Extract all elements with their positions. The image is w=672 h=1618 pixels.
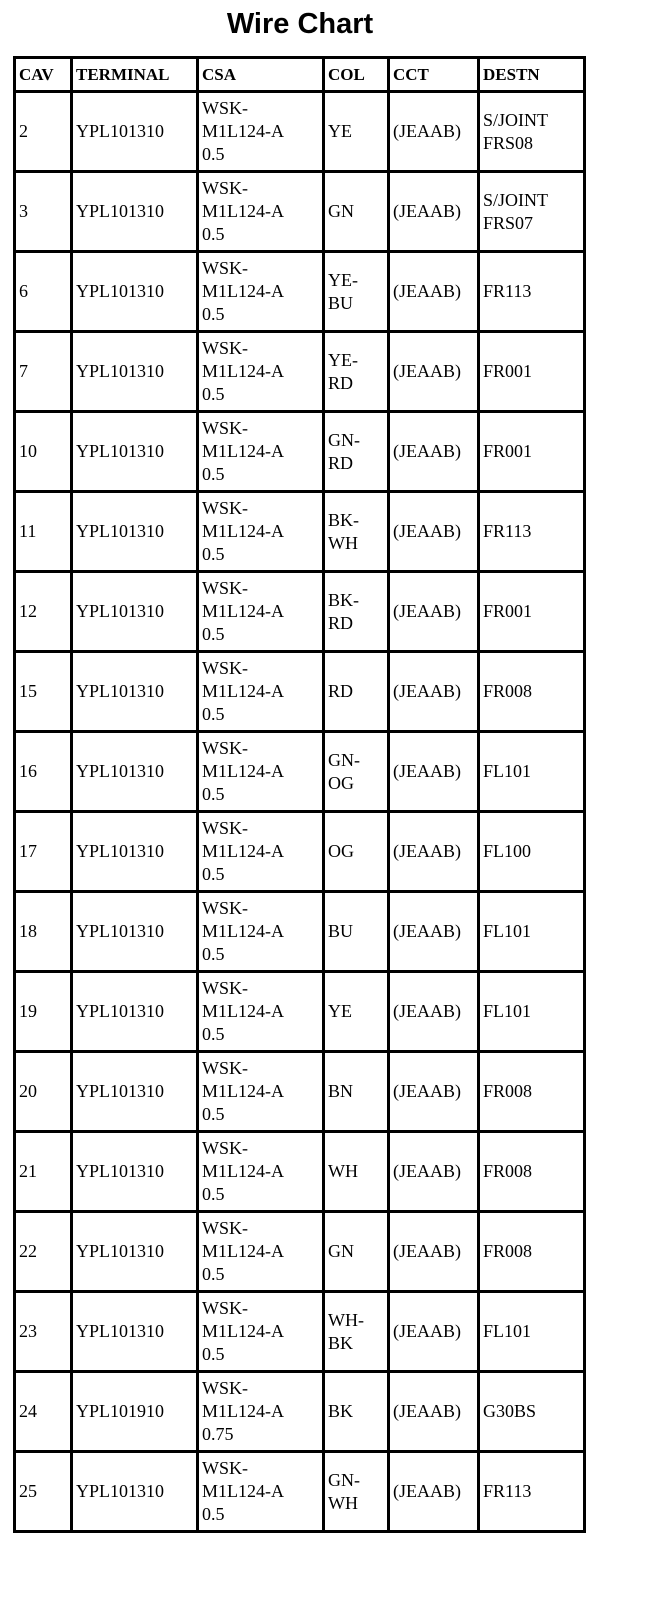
destn-cell-line: FL101 [483,921,532,941]
csa-cell [199,893,325,973]
col-cell [325,1053,390,1133]
column-header-cct: CCT [390,59,480,93]
col-cell [325,493,390,573]
csa-cell-line: 0.5 [202,864,225,884]
csa-cell-line: M1L124-A [202,1081,284,1101]
col-cell-line: GN [328,201,354,221]
cct-cell: (JEAAB) [390,1213,480,1293]
terminal-cell: YPL101310 [73,1213,199,1293]
col-cell-line: YE [328,121,352,141]
destn-cell-line: FR001 [483,601,533,621]
csa-cell-line: WSK- [202,578,248,598]
table-row [16,1293,586,1373]
csa-cell-line: WSK- [202,258,248,278]
terminal-cell: YPL101310 [73,1133,199,1213]
csa-cell [199,573,325,653]
col-cell [325,253,390,333]
col-cell-line: GN [328,1241,354,1261]
header-row [16,59,586,93]
destn-cell-line: FR008 [483,1161,533,1181]
terminal-cell: YPL101310 [73,173,199,253]
terminal-cell: YPL101910 [73,1373,199,1453]
csa-cell-line: M1L124-A [202,441,284,461]
csa-cell-line: M1L124-A [202,921,284,941]
terminal-cell: YPL101310 [73,813,199,893]
table-header [16,59,586,93]
destn-cell-line: FL101 [483,1001,532,1021]
csa-cell [199,1133,325,1213]
cct-cell: (JEAAB) [390,1133,480,1213]
table-row [16,813,586,893]
destn-cell-line: S/JOINT [483,189,549,210]
col-cell [325,1453,390,1533]
cct-cell: (JEAAB) [390,93,480,173]
cct-cell: (JEAAB) [390,653,480,733]
destn-cell [480,413,586,493]
terminal-cell: YPL101310 [73,333,199,413]
terminal-cell: YPL101310 [73,1053,199,1133]
csa-cell-line: 0.5 [202,784,225,804]
table-row [16,493,586,573]
col-cell-line: BK [328,1332,354,1353]
col-cell-line: OG [328,772,354,793]
col-cell-line: BK [328,1401,354,1421]
destn-cell-line: FL101 [483,1321,532,1341]
cct-cell: (JEAAB) [390,733,480,813]
csa-cell [199,1213,325,1293]
wire-chart-table [13,56,586,1533]
destn-cell [480,893,586,973]
col-cell-line: BU [328,921,354,941]
csa-cell-line: 0.5 [202,1344,225,1364]
destn-cell [480,1213,586,1293]
csa-cell-line: M1L124-A [202,1481,284,1501]
cav-cell: 12 [16,573,73,653]
table-row [16,733,586,813]
csa-cell [199,653,325,733]
cct-cell: (JEAAB) [390,573,480,653]
col-cell-line: BK- [328,589,359,610]
col-cell [325,1133,390,1213]
col-cell-line: RD [328,372,354,393]
destn-cell-line: FR113 [483,1481,532,1501]
destn-cell [480,1373,586,1453]
csa-cell [199,1373,325,1453]
col-cell-line: YE- [328,349,358,370]
csa-cell [199,173,325,253]
csa-cell-line: WSK- [202,738,248,758]
csa-cell-line: M1L124-A [202,1241,284,1261]
csa-cell [199,413,325,493]
col-cell-line: RD [328,612,354,633]
cct-cell: (JEAAB) [390,173,480,253]
cav-cell: 17 [16,813,73,893]
csa-cell-line: 0.5 [202,1504,225,1524]
table-row [16,1213,586,1293]
destn-cell [480,573,586,653]
col-cell-line: BU [328,292,354,313]
col-cell [325,413,390,493]
csa-cell-line: WSK- [202,98,248,118]
table-row [16,1053,586,1133]
csa-cell-line: M1L124-A [202,1001,284,1021]
col-cell-line: WH [328,1161,358,1181]
csa-cell-line: WSK- [202,1378,248,1398]
csa-cell-line: 0.5 [202,1104,225,1124]
csa-cell-line: 0.5 [202,1264,225,1284]
csa-cell-line: WSK- [202,1218,248,1238]
col-cell [325,573,390,653]
table-body [16,93,586,1533]
csa-cell-line: 0.5 [202,224,225,244]
csa-cell-line: WSK- [202,178,248,198]
cav-cell: 3 [16,173,73,253]
col-cell-line: YE [328,1001,352,1021]
destn-cell-line: FR001 [483,361,533,381]
csa-cell-line: WSK- [202,418,248,438]
destn-cell-line: FR113 [483,281,532,301]
col-cell-line: RD [328,681,354,701]
destn-cell [480,333,586,413]
col-cell-line: WH [328,1492,358,1513]
csa-cell-line: M1L124-A [202,841,284,861]
destn-cell [480,973,586,1053]
csa-cell [199,253,325,333]
table-row [16,413,586,493]
col-cell [325,333,390,413]
destn-cell-line: FR008 [483,681,533,701]
cct-cell: (JEAAB) [390,253,480,333]
destn-cell [480,173,586,253]
col-cell [325,973,390,1053]
csa-cell-line: M1L124-A [202,761,284,781]
col-cell-line: GN- [328,749,360,770]
csa-cell [199,333,325,413]
cct-cell: (JEAAB) [390,1053,480,1133]
cav-cell: 21 [16,1133,73,1213]
destn-cell [480,653,586,733]
csa-cell-line: 0.75 [202,1424,234,1444]
terminal-cell: YPL101310 [73,893,199,973]
column-header-col: COL [325,59,390,93]
table-row [16,653,586,733]
col-cell [325,653,390,733]
csa-cell [199,493,325,573]
csa-cell [199,1453,325,1533]
destn-cell-line: FL101 [483,761,532,781]
csa-cell-line: WSK- [202,1138,248,1158]
terminal-cell: YPL101310 [73,253,199,333]
destn-cell [480,1133,586,1213]
page-title: Wire Chart [226,8,374,40]
cav-cell: 11 [16,493,73,573]
col-cell [325,173,390,253]
csa-cell-line: M1L124-A [202,681,284,701]
table-row [16,1133,586,1213]
col-cell [325,813,390,893]
cct-cell: (JEAAB) [390,973,480,1053]
cav-cell: 25 [16,1453,73,1533]
csa-cell-line: M1L124-A [202,1161,284,1181]
terminal-cell: YPL101310 [73,733,199,813]
destn-cell [480,1053,586,1133]
csa-cell-line: WSK- [202,658,248,678]
col-cell [325,1373,390,1453]
cav-cell: 16 [16,733,73,813]
destn-cell-line: FR008 [483,1241,533,1261]
cav-cell: 18 [16,893,73,973]
col-cell [325,93,390,173]
cav-cell: 22 [16,1213,73,1293]
terminal-cell: YPL101310 [73,1453,199,1533]
col-cell [325,1293,390,1373]
cct-cell: (JEAAB) [390,1293,480,1373]
col-cell-line: GN- [328,1469,360,1490]
col-cell [325,893,390,973]
csa-cell-line: M1L124-A [202,281,284,301]
destn-cell-line: FR113 [483,521,532,541]
destn-cell [480,493,586,573]
col-cell-line: RD [328,452,354,473]
destn-cell [480,1453,586,1533]
table-row [16,1373,586,1453]
csa-cell-line: M1L124-A [202,201,284,221]
table-row [16,893,586,973]
table-row [16,173,586,253]
csa-cell-line: 0.5 [202,944,225,964]
csa-cell-line: M1L124-A [202,601,284,621]
table-row [16,1453,586,1533]
csa-cell-line: M1L124-A [202,521,284,541]
cct-cell: (JEAAB) [390,413,480,493]
cct-cell: (JEAAB) [390,333,480,413]
cct-cell: (JEAAB) [390,1373,480,1453]
csa-cell-line: WSK- [202,1058,248,1078]
csa-cell-line: 0.5 [202,1184,225,1204]
col-cell-line: BN [328,1081,354,1101]
terminal-cell: YPL101310 [73,1293,199,1373]
column-header-destn: DESTN [480,59,586,93]
column-header-terminal: TERMINAL [73,59,199,93]
destn-cell [480,733,586,813]
destn-cell [480,93,586,173]
destn-cell [480,1293,586,1373]
csa-cell-line: 0.5 [202,544,225,564]
cct-cell: (JEAAB) [390,1453,480,1533]
destn-cell-line: FL100 [483,841,532,861]
csa-cell-line: WSK- [202,1458,248,1478]
destn-cell-line: FR001 [483,441,533,461]
csa-cell-line: 0.5 [202,704,225,724]
csa-cell [199,733,325,813]
csa-cell-line: WSK- [202,898,248,918]
terminal-cell: YPL101310 [73,973,199,1053]
col-cell-line: YE- [328,269,358,290]
cav-cell: 20 [16,1053,73,1133]
col-cell-line: BK- [328,509,359,530]
col-cell-line: WH- [328,1309,364,1330]
destn-cell-line: FRS08 [483,132,534,153]
terminal-cell: YPL101310 [73,573,199,653]
csa-cell-line: M1L124-A [202,1401,284,1421]
cav-cell: 15 [16,653,73,733]
cav-cell: 7 [16,333,73,413]
csa-cell-line: M1L124-A [202,121,284,141]
csa-cell-line: 0.5 [202,384,225,404]
destn-cell-line: FR008 [483,1081,533,1101]
csa-cell-line: WSK- [202,978,248,998]
csa-cell-line: 0.5 [202,624,225,644]
col-cell [325,1213,390,1293]
col-cell-line: OG [328,841,354,861]
destn-cell [480,813,586,893]
cct-cell: (JEAAB) [390,493,480,573]
cav-cell: 24 [16,1373,73,1453]
csa-cell-line: M1L124-A [202,361,284,381]
terminal-cell: YPL101310 [73,413,199,493]
csa-cell [199,813,325,893]
col-cell-line: WH [328,532,358,553]
csa-cell-line: 0.5 [202,304,225,324]
cav-cell: 10 [16,413,73,493]
table-row [16,253,586,333]
csa-cell-line: WSK- [202,338,248,358]
terminal-cell: YPL101310 [73,493,199,573]
table-row [16,333,586,413]
table-row [16,93,586,173]
cct-cell: (JEAAB) [390,813,480,893]
csa-cell-line: WSK- [202,498,248,518]
col-cell-line: GN- [328,429,360,450]
table-row [16,573,586,653]
csa-cell [199,1293,325,1373]
cav-cell: 19 [16,973,73,1053]
csa-cell [199,973,325,1053]
csa-cell [199,1053,325,1133]
table-row [16,973,586,1053]
csa-cell [199,93,325,173]
csa-cell-line: WSK- [202,818,248,838]
col-cell [325,733,390,813]
csa-cell-line: M1L124-A [202,1321,284,1341]
csa-cell-line: WSK- [202,1298,248,1318]
cav-cell: 23 [16,1293,73,1373]
destn-cell [480,253,586,333]
column-header-csa: CSA [199,59,325,93]
csa-cell-line: 0.5 [202,464,225,484]
destn-cell-line: G30BS [483,1401,537,1421]
destn-cell-line: S/JOINT [483,109,549,130]
terminal-cell: YPL101310 [73,93,199,173]
csa-cell-line: 0.5 [202,1024,225,1044]
csa-cell-line: 0.5 [202,144,225,164]
cav-cell: 2 [16,93,73,173]
column-header-cav: CAV [16,59,73,93]
cav-cell: 6 [16,253,73,333]
terminal-cell: YPL101310 [73,653,199,733]
destn-cell-line: FRS07 [483,212,534,233]
cct-cell: (JEAAB) [390,893,480,973]
